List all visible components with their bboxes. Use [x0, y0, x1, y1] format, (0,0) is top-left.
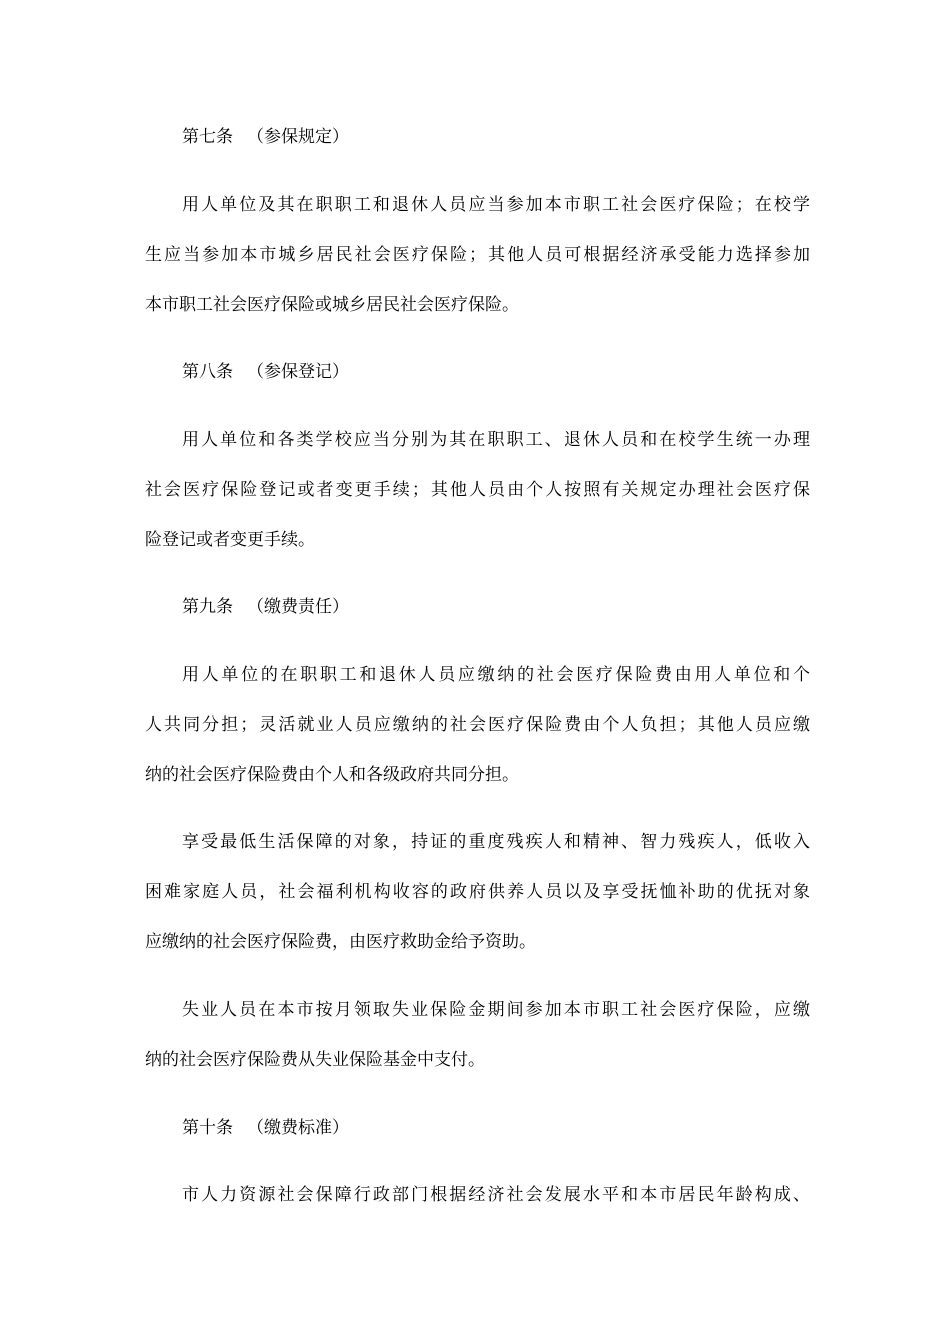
- paragraph-line: 人共同分担；灵活就业人员应缴纳的社会医疗保险费由个人负担；其他人员应缴: [145, 715, 810, 735]
- article-number: 第七条: [182, 127, 233, 147]
- paragraph-line: 纳的社会医疗保险费由个人和各级政府共同分担。: [145, 765, 519, 785]
- paragraph-line: 本市职工社会医疗保险或城乡居民社会医疗保险。: [145, 295, 519, 315]
- paragraph-line: 用人单位及其在职职工和退休人员应当参加本市职工社会医疗保险；在校学: [182, 195, 810, 215]
- article-number: 第九条: [182, 597, 233, 617]
- paragraph-line: 困难家庭人员，社会福利机构收容的政府供养人员以及享受抚恤补助的优抚对象: [145, 882, 810, 902]
- paragraph-line: 市人力资源社会保障行政部门根据经济社会发展水平和本市居民年龄构成、: [182, 1185, 810, 1205]
- article-number: 第十条: [182, 1118, 233, 1138]
- article-number: 第八条: [182, 362, 233, 382]
- paragraph-line: 社会医疗保险登记或者变更手续；其他人员由个人按照有关规定办理社会医疗保: [145, 480, 810, 500]
- paragraph-line: 享受最低生活保障的对象，持证的重度残疾人和精神、智力残疾人，低收入: [182, 832, 810, 852]
- paragraph-line: 用人单位的在职职工和退休人员应缴纳的社会医疗保险费由用人单位和个: [182, 665, 810, 685]
- article-title: （缴费责任）: [247, 597, 349, 617]
- paragraph-line: 失业人员在本市按月领取失业保险金期间参加本市职工社会医疗保险，应缴: [182, 1000, 810, 1020]
- paragraph-line: 险登记或者变更手续。: [145, 530, 315, 550]
- article-title: （参保登记）: [247, 362, 349, 382]
- article-heading-9: [182, 597, 349, 617]
- paragraph-line: 应缴纳的社会医疗保险费，由医疗救助金给予资助。: [145, 932, 536, 952]
- article-title: （参保规定）: [247, 127, 349, 147]
- paragraph-line: 用人单位和各类学校应当分别为其在职职工、退休人员和在校学生统一办理: [182, 430, 810, 450]
- paragraph-line: 生应当参加本市城乡居民社会医疗保险；其他人员可根据经济承受能力选择参加: [145, 245, 810, 265]
- paragraph-line: 纳的社会医疗保险费从失业保险基金中支付。: [145, 1050, 485, 1070]
- article-heading-10: [182, 1118, 349, 1138]
- article-heading-7: [182, 127, 349, 147]
- article-heading-8: [182, 362, 349, 382]
- article-title: （缴费标准）: [247, 1118, 349, 1138]
